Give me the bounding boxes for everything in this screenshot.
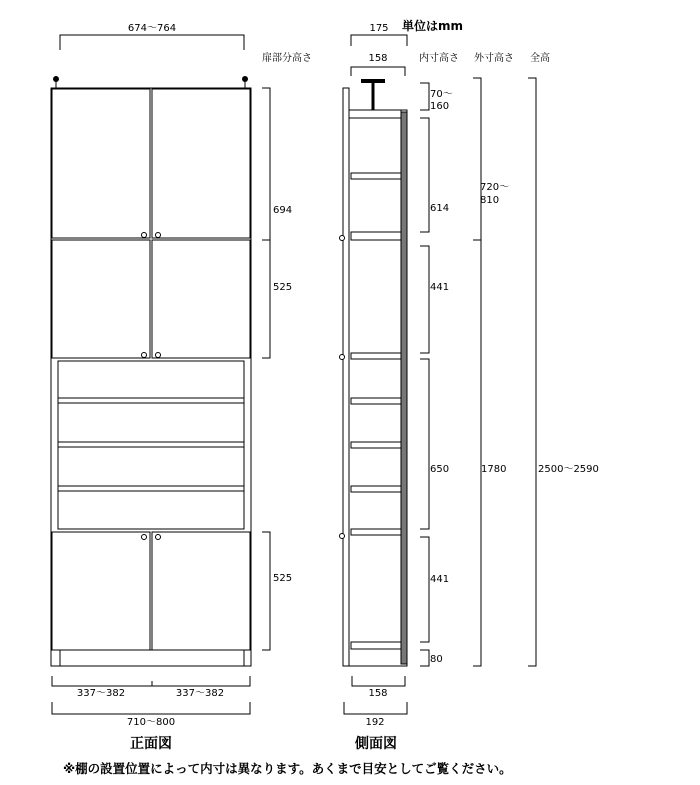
bottom-width-dimension-line — [52, 702, 250, 714]
door-height-dimension-upper — [262, 88, 270, 358]
top-width-label: 674～764 — [127, 23, 177, 34]
front-view — [51, 23, 292, 752]
lower-door-left — [52, 532, 150, 650]
side-knob-1 — [340, 236, 345, 241]
lower-door-knob-right — [156, 535, 161, 540]
top-depth-inner-label: 158 — [368, 53, 388, 64]
door-height-upper-label: 694 — [273, 205, 293, 216]
half-width-dimension-line — [52, 676, 250, 686]
inner-height-label-6: 80 — [430, 654, 443, 665]
inner-height-label-4: 650 — [430, 464, 450, 475]
half-width-left-label: 337～382 — [76, 688, 126, 699]
bottom-depth-outer-label: 192 — [365, 717, 385, 728]
middle-door-knob-left — [142, 353, 147, 358]
side-view — [340, 23, 599, 752]
bottom-depth-inner-label: 158 — [368, 688, 388, 699]
footnote: ※棚の設置位置によって内寸は異なります。あくまで目安としてご覧ください。 — [63, 761, 512, 776]
middle-door-knob-right — [156, 353, 161, 358]
upper-door-right — [152, 89, 250, 238]
tension-pin-right — [242, 76, 248, 88]
inner-height-label-1a: 70～ — [430, 89, 453, 100]
side-shelf-2 — [351, 398, 401, 404]
side-shelf-3 — [351, 442, 401, 448]
bottom-depth-inner-dimension-line — [352, 676, 405, 686]
inner-heights-column-label: 内寸高さ — [419, 53, 459, 64]
inner-height-label-2: 614 — [430, 203, 450, 214]
inner-height-dimension-6 — [420, 650, 429, 666]
inner-height-dimension-1 — [420, 83, 429, 110]
inner-height-dimension-5 — [420, 537, 429, 642]
inner-height-label-3: 441 — [430, 282, 450, 293]
top-width-dimension-line — [60, 35, 244, 50]
half-width-right-label: 337～382 — [175, 688, 225, 699]
side-door-panel — [343, 88, 349, 666]
door-heights-column-label: 扉部分高さ — [262, 53, 312, 64]
top-depth-inner-dimension-line — [351, 67, 405, 76]
total-height-dimension-line — [528, 78, 536, 666]
upper-door-knob-left — [142, 233, 147, 238]
side-divider-3 — [351, 529, 401, 535]
inner-height-label-5: 441 — [430, 574, 450, 585]
open-shelf-1 — [58, 398, 244, 403]
door-height-dimension-lower — [262, 532, 270, 650]
outer-height-upper-label-a: 720～ — [480, 182, 510, 193]
door-height-lower-label: 525 — [273, 573, 293, 584]
tension-adjuster — [361, 81, 385, 110]
tension-pin-left — [53, 76, 59, 88]
front-view-title: 正面図 — [130, 736, 172, 752]
bottom-depth-outer-dimension-line — [344, 702, 407, 714]
unit-note: 単位はmm — [402, 19, 464, 33]
outer-height-upper-label-b: 810 — [480, 195, 500, 206]
upper-door-knob-right — [156, 233, 161, 238]
side-knob-3 — [340, 534, 345, 539]
lower-door-knob-left — [142, 535, 147, 540]
side-view-title: 側面図 — [355, 736, 397, 752]
bottom-width-label: 710～800 — [126, 717, 176, 728]
outer-height-dimension-lower — [473, 240, 481, 666]
side-shelf-4 — [351, 486, 401, 492]
lower-door-right — [152, 532, 250, 650]
side-knob-2 — [340, 355, 345, 360]
top-board — [349, 110, 401, 118]
door-height-middle-label: 525 — [273, 282, 293, 293]
back-panel — [401, 112, 407, 664]
outer-height-dimension-upper — [473, 78, 481, 240]
inner-height-dimension-2 — [420, 118, 429, 232]
side-carcass — [349, 110, 407, 666]
side-bottom-board — [351, 642, 401, 649]
open-shelf-2 — [58, 442, 244, 447]
upper-door-left — [52, 89, 150, 238]
inner-height-dimension-4 — [420, 359, 429, 529]
side-divider-2 — [351, 353, 401, 359]
top-depth-outer-label: 175 — [369, 23, 389, 34]
total-height-column-label: 全高 — [530, 53, 550, 64]
middle-door-left — [52, 240, 150, 358]
middle-door-right — [152, 240, 250, 358]
total-height-label: 2500～2590 — [538, 464, 599, 475]
side-shelf-1 — [351, 173, 401, 179]
inner-height-label-1b: 160 — [430, 101, 450, 112]
side-divider-1 — [351, 232, 401, 240]
open-shelf-3 — [58, 486, 244, 491]
top-depth-outer-dimension-line — [351, 35, 407, 46]
outer-height-lower-label: 1780 — [481, 464, 507, 475]
inner-height-dimension-3 — [420, 246, 429, 353]
outer-heights-column-label: 外寸高さ — [474, 53, 514, 64]
